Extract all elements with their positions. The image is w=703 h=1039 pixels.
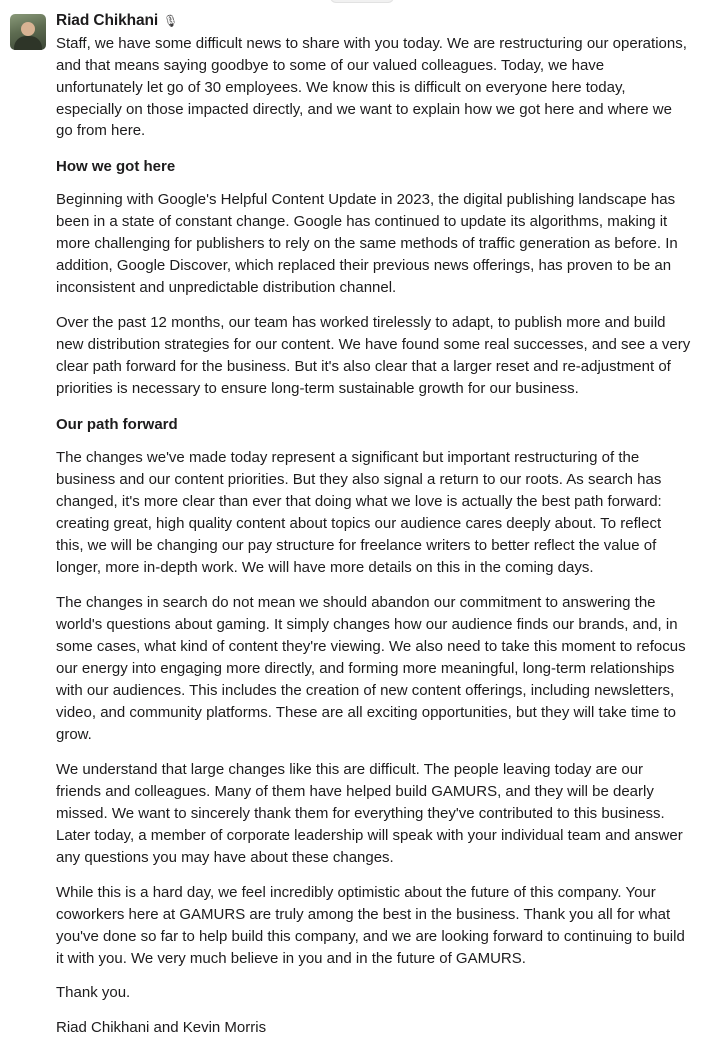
- avatar-body: [14, 36, 42, 50]
- author-name[interactable]: Riad Chikhani: [56, 12, 159, 29]
- avatar[interactable]: [10, 14, 46, 50]
- window-tab-stub: [330, 0, 394, 3]
- section-heading: How we got here: [56, 158, 176, 176]
- message-paragraph: Staff, we have some difficult news to share with you today. We are restructuring our operations, and that means saying goodbye to some of our valued colleagues. Today, we have unfortunately let go of 30 employees. We know this is difficult on everyone here today, especially on those impacted directly, and we want to explain how we got here and where we go from here.: [56, 34, 687, 140]
- message-paragraph: While this is a hard day, we feel incredibly optimistic about the future of this company. Your coworkers here at GAMURS are truly among the best in the business. Thank you all for what you've done so far to help build this company, and we are looking forward to continuing to build it with you. We very much believe in you and in the future of GAMURS.: [56, 883, 685, 967]
- message-paragraph: Thank you.: [56, 984, 131, 1002]
- message-paragraph: We understand that large changes like this are difficult. The people leaving today are our friends and colleagues. Many of them have helped build GAMURS, and they will be dearly missed. We want to sincerely thank them for everything they've contributed to this business. Later today, a member of corporate leadership will speak with your individual team and answer any questions you may have about these changes.: [56, 760, 683, 866]
- section-heading: Our path forward: [56, 416, 178, 434]
- message-paragraph: Beginning with Google's Helpful Content Update in 2023, the digital publishing landscape has been in a state of constant change. Google has continued to update its algorithms, making it more challenging for publishers to rely on the same methods of traffic generation as before. In addition, Google Discover, which replaced their previous news offerings, has proven to be an inconsistent and unpredictable distribution channel.: [56, 191, 678, 297]
- message-header: [56, 12, 691, 31]
- avatar-face: [21, 22, 35, 36]
- message-signature: Riad Chikhani and Kevin Morris: [56, 1019, 267, 1037]
- message-paragraph: Over the past 12 months, our team has worked tirelessly to adapt, to publish more and build new distribution strategies for our content. We have found some real successes, and see a very clear path forward for the business. But it's also clear that a larger reset and re-adjustment of priorities is necessary to ensure long-term sustainable growth for our business.: [56, 314, 691, 398]
- microphone-icon: 🎙: [163, 14, 179, 29]
- message-paragraph: The changes in search do not mean we should abandon our commitment to answering the world's questions about gaming. It simply changes how our audience finds our brands, and, in some cases, what kind of content they're viewing. We also need to take this moment to refocus our energy into engaging more directly, and forming more meaningful, long-term relationships with our audiences. This includes the creation of new content offerings, including newsletters, video, and community platforms. These are all exciting opportunities, but they will take time to grow.: [56, 593, 686, 743]
- message-paragraph: The changes we've made today represent a significant but important restructuring of the business and our content priorities. But they also signal a return to our roots. As search has changed, it's more clear than ever that doing what we love is actually the best path forward: creating great, high quality content about topics our audience cares deeply about. To reflect this, we will be changing our pay structure for freelance writers to better reflect the value of longer, more in-depth work. We will have more details on this in the coming days.: [56, 449, 662, 576]
- message-body: [56, 12, 695, 1039]
